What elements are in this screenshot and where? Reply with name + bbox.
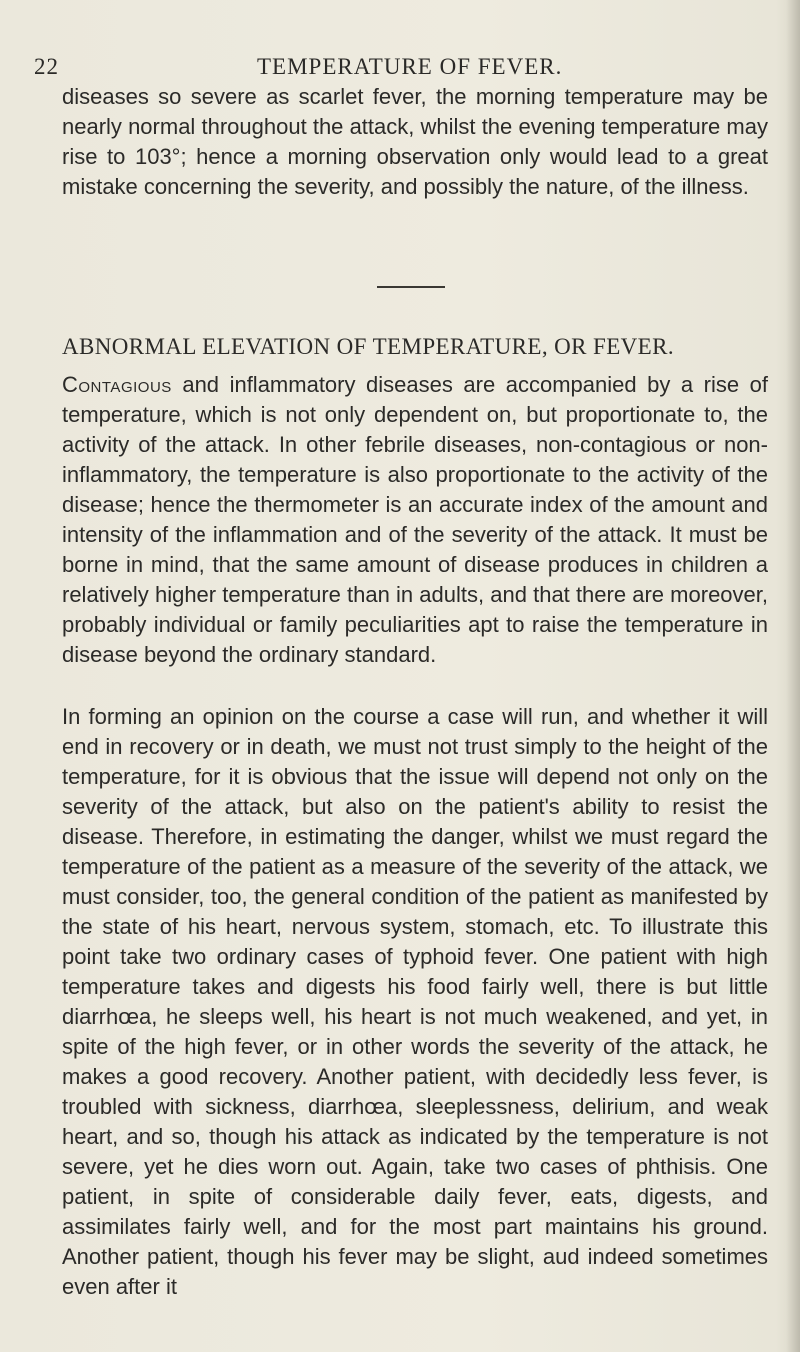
body-paragraph-2: In forming an opinion on the course a case will run, and whether it will end in recovery or in death, we must not trust simply to the height of the temperature, for it is obvious that the issue will depend not only on the severity of the attack, but also on the patient's ability to resist the disease. Therefore, in estimating the danger, whilst we must regard the temperature of the patient as a measure of the severity of the attack, we must consider, too, the general condition of the patient as manifested by the state of his heart, nervous system, stomach, etc. To illustrate this point take two ordinary cases of typhoid fever. One patient with high temperature takes and digests his food fairly well, there is but little diarrhœa, he sleeps well, his heart is not much weakened, and yet, in spite of the high fever, or in other words the severity of the attack, he makes a good recovery. Another patient, with decidedly less fever, is troubled with sickness, diarrhœa, sleeplessness, delirium, and weak heart, and so, though his attack as indicated by the temperature is not severe, yet he dies worn out. Again, take two cases of phthisis. One patient, in spite of considerable daily fever, eats, digests, and assimilates fairly well, and for the most part maintains his ground. Another patient, though his fever may be slight, aud indeed sometimes even after it: [62, 704, 768, 1299]
running-head: [0, 46, 800, 86]
intro-paragraph: diseases so severe as scarlet fever, the morning temperature may be nearly normal throughout the attack, whilst the evening temperature may rise to 103°; hence a morning observation only would lead to a great mistake concerning the severity, and possibly the nature, of the illness.: [62, 84, 768, 199]
page-edge-shadow: [786, 0, 800, 1352]
page-number: 22: [34, 54, 59, 79]
section-heading: ABNORMAL ELEVATION OF TEMPERATURE, OR FEVER.: [62, 334, 675, 359]
running-title: TEMPERATURE OF FEVER.: [257, 54, 563, 79]
section-divider: [377, 286, 445, 288]
paragraph-1-text: and inflammatory diseases are accompanied by a rise of temperature, which is not only dependent on, but proportionate to, the activity of the attack. In other febrile diseases, non-contagious or non-inflammatory, the temperature is also proportionate to the activity of the disease; hence the thermometer is an accurate index of the amount and intensity of the inflammation and of the severity of the attack. It must be borne in mind, that the same amount of disease produces in children a relatively higher temperature than in adults, and that there are moreover, probably individual or family peculiarities apt to raise the temperature in disease beyond the ordinary standard.: [62, 372, 768, 667]
body-paragraph-1: [62, 370, 768, 670]
paragraph-lead-word: Contagious: [62, 372, 172, 397]
